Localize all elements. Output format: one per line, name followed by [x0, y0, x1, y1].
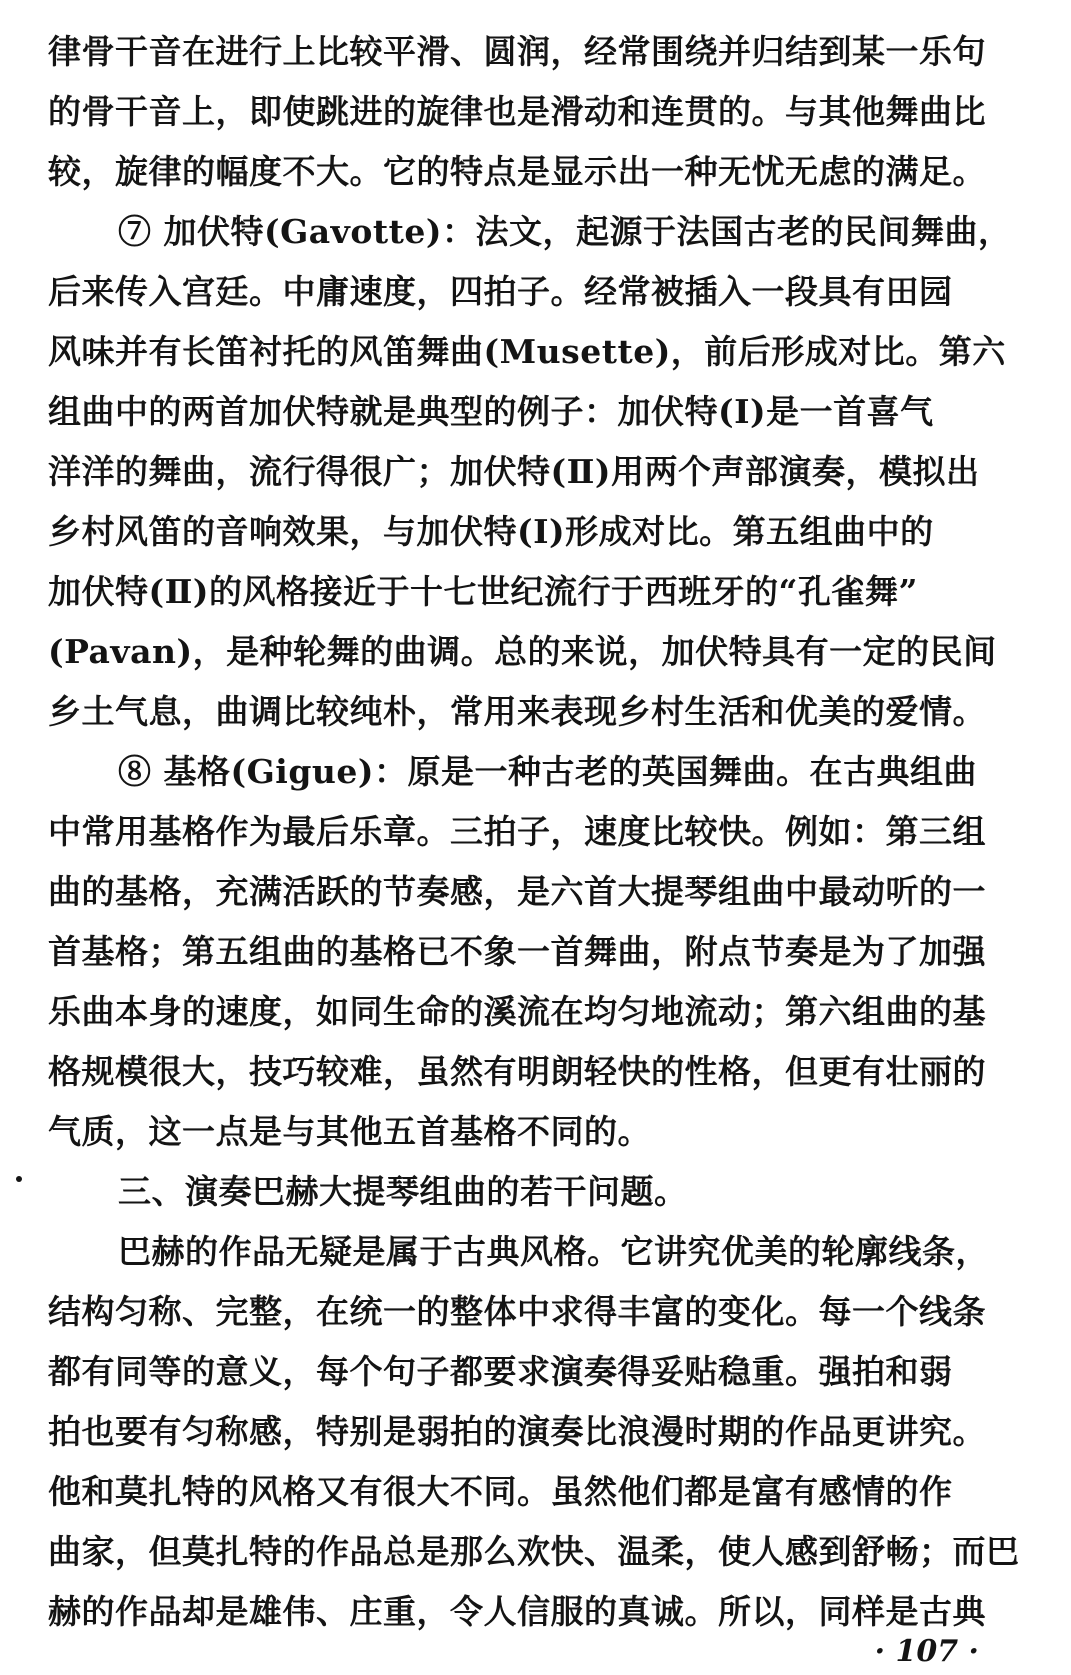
text-line-15: 曲的基格，充满活跃的节奏感，是六首大提琴组曲中最动听的一 — [48, 872, 986, 911]
text-line-24: 拍也要有匀称感，特别是弱拍的演奏比浪漫时期的作品更讲究。 — [48, 1412, 986, 1451]
text-line-4: ⑦ 加伏特(Gavotte)：法文，起源于法国古老的民间舞曲， — [118, 212, 1012, 251]
text-line-10: 加伏特(Ⅱ)的风格接近于十七世纪流行于西班牙的“孔雀舞” — [48, 572, 919, 611]
text-line-18: 格规模很大，技巧较难，虽然有明朗轻快的性格，但更有壮丽的 — [48, 1052, 986, 1091]
page-number: · 107 · — [874, 1634, 979, 1669]
scan-speck — [16, 1176, 22, 1182]
text-line-2: 的骨干音上，即使跳进的旋律也是滑动和连贯的。与其他舞曲比 — [48, 92, 986, 131]
text-line-27: 赫的作品却是雄伟、庄重，令人信服的真诚。所以，同样是古典 — [48, 1592, 986, 1631]
text-line-21: 巴赫的作品无疑是属于古典风格。它讲究优美的轮廓线条， — [118, 1232, 989, 1271]
section-heading: 三、演奏巴赫大提琴组曲的若干问题。 — [118, 1172, 688, 1211]
text-line-9: 乡村风笛的音响效果，与加伏特(Ⅰ)形成对比。第五组曲中的 — [48, 512, 934, 551]
text-line-17: 乐曲本身的速度，如同生命的溪流在均匀地流动；第六组曲的基 — [48, 992, 986, 1031]
text-line-23: 都有同等的意义，每个句子都要求演奏得妥贴稳重。强拍和弱 — [48, 1352, 953, 1391]
text-line-6: 风味并有长笛衬托的风笛舞曲(Musette)，前后形成对比。第六 — [48, 332, 1006, 371]
text-line-19: 气质，这一点是与其他五首基格不同的。 — [48, 1112, 651, 1151]
text-line-16: 首基格；第五组曲的基格已不象一首舞曲，附点节奏是为了加强 — [48, 932, 986, 971]
text-line-26: 曲家，但莫扎特的作品总是那么欢快、温柔，使人感到舒畅；而巴 — [48, 1532, 1020, 1571]
text-line-5: 后来传入宫廷。中庸速度，四拍子。经常被插入一段具有田园 — [48, 272, 953, 311]
text-line-3: 较，旋律的幅度不大。它的特点是显示出一种无忧无虑的满足。 — [48, 152, 986, 191]
text-line-1: 律骨干音在进行上比较平滑、圆润，经常围绕并归结到某一乐句 — [48, 32, 986, 71]
text-line-22: 结构匀称、完整，在统一的整体中求得丰富的变化。每一个线条 — [48, 1292, 986, 1331]
text-line-7: 组曲中的两首加伏特就是典型的例子：加伏特(Ⅰ)是一首喜气 — [48, 392, 934, 431]
text-line-12: 乡土气息，曲调比较纯朴，常用来表现乡村生活和优美的爱情。 — [48, 692, 986, 731]
text-line-14: 中常用基格作为最后乐章。三拍子，速度比较快。例如：第三组 — [48, 812, 986, 851]
text-line-13: ⑧ 基格(Gigue)：原是一种古老的英国舞曲。在古典组曲 — [118, 752, 977, 791]
text-line-8: 洋洋的舞曲，流行得很广；加伏特(Ⅱ)用两个声部演奏，模拟出 — [48, 452, 980, 491]
text-line-11: (Pavan)，是种轮舞的曲调。总的来说，加伏特具有一定的民间 — [48, 632, 997, 671]
text-line-25: 他和莫扎特的风格又有很大不同。虽然他们都是富有感情的作 — [48, 1472, 953, 1511]
